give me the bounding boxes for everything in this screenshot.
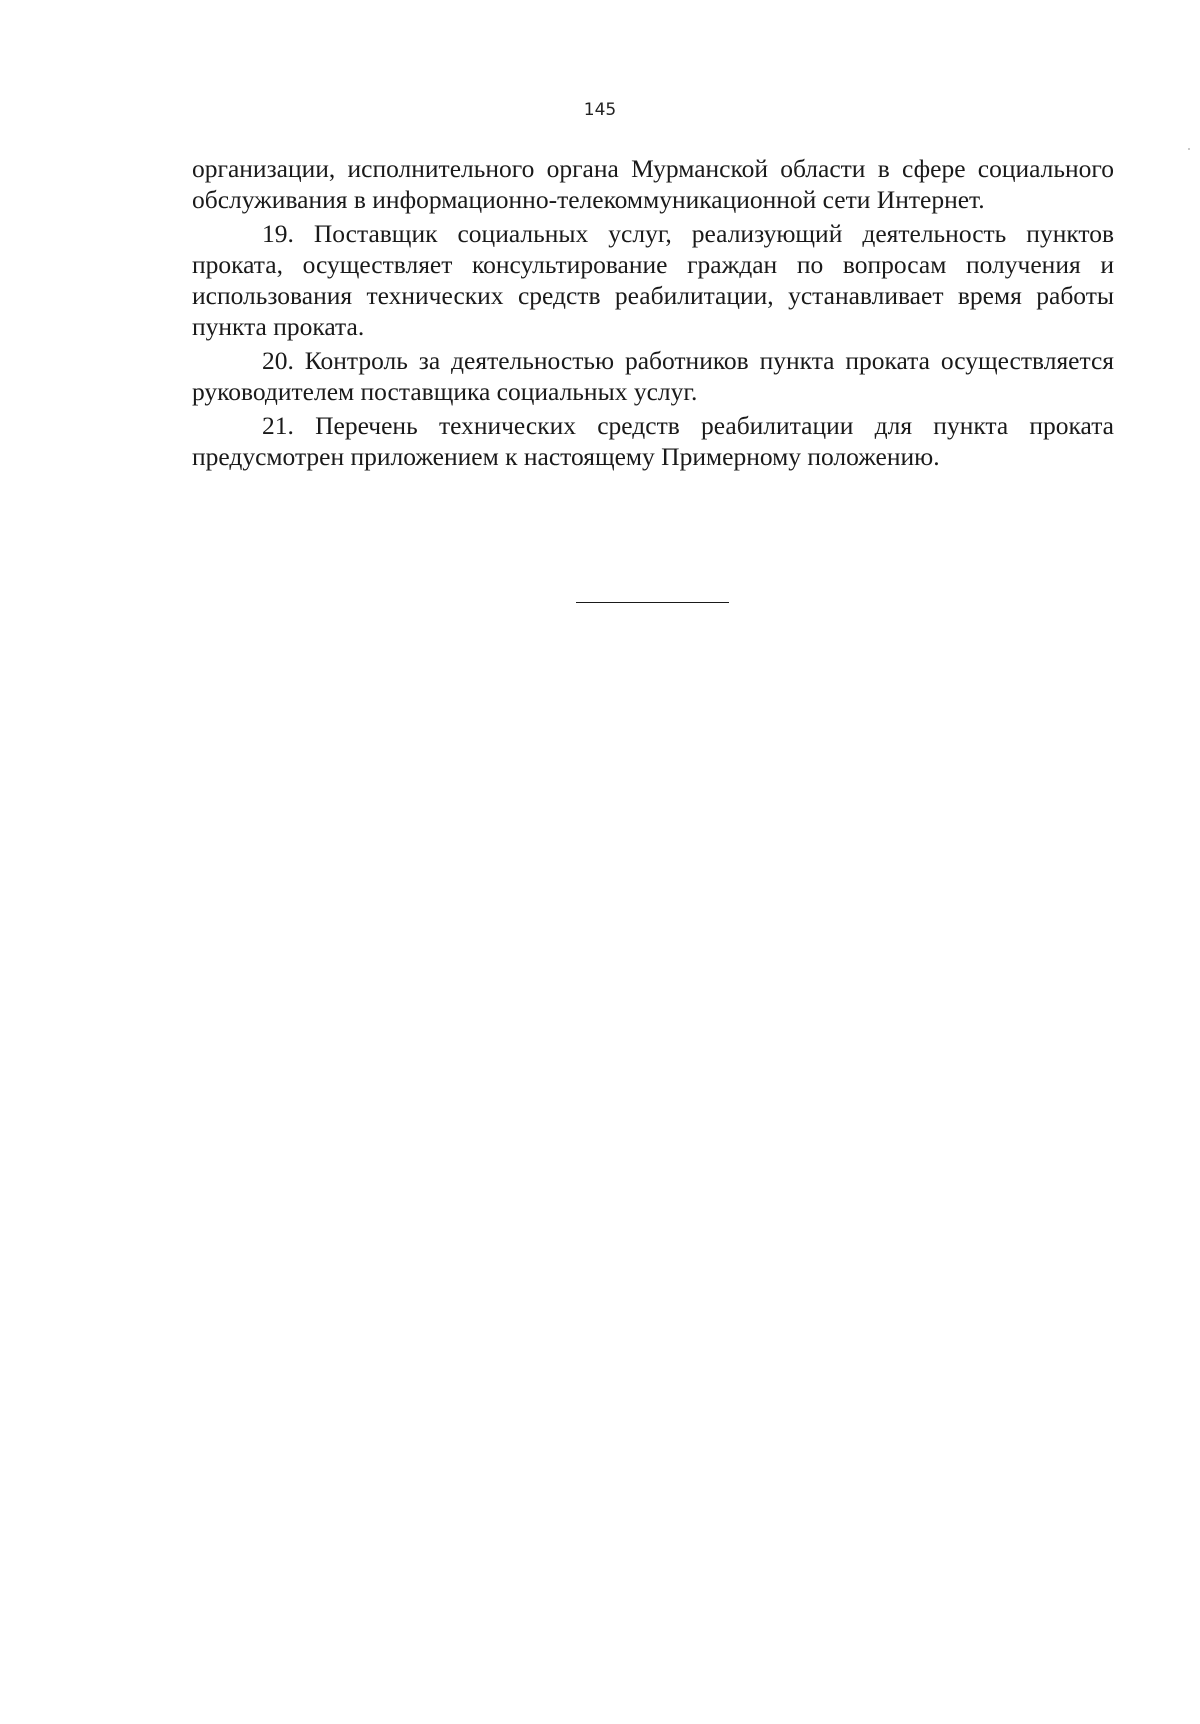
end-of-text-rule [576,602,729,603]
paragraph-item-19: 19. Поставщик социальных услуг, реализующий деятельность пунктов проката, осуществляет консультирование граждан по вопросам получения и использования технических средств реабилитации, устанавливает время работы пункта проката. [192,219,1114,341]
scan-artifact-dot [1188,148,1190,150]
paragraph-item-21: 21. Перечень технических средств реабилитации для пункта проката предусмотрен приложением к настоящему Примерному положению. [192,411,1114,471]
paragraph-continuation: организации, исполнительного органа Мурманской области в сфере социального обслуживания в информационно-телекоммуникационной сети Интернет. [192,154,1114,214]
paragraph-item-20: 20. Контроль за деятельностью работников пункта проката осуществляется руководителем поставщика социальных услуг. [192,346,1114,406]
page-number: 145 [583,100,617,120]
document-body [192,153,1114,472]
